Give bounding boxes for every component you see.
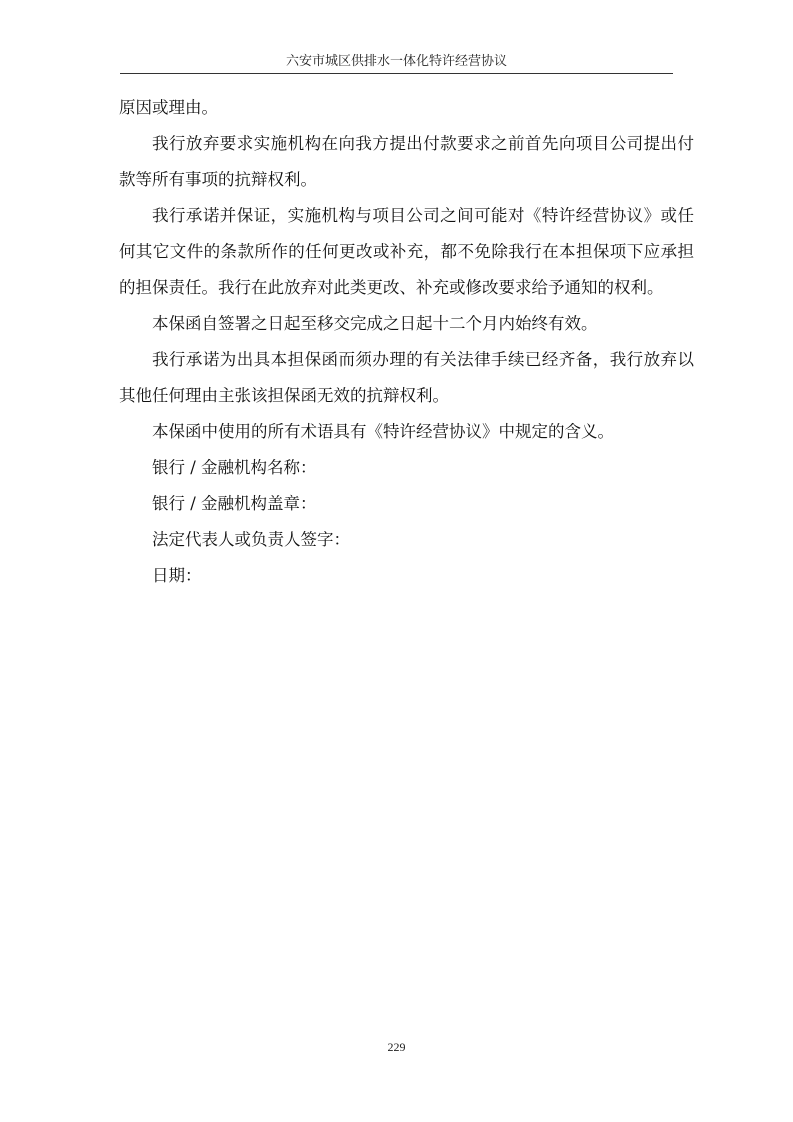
- document-body: [119, 90, 694, 594]
- header-divider: [120, 73, 673, 74]
- paragraph-validity-period: 本保函自签署之日起至移交完成之日起十二个月内始终有效。: [152, 314, 598, 333]
- field-bank-name: 银行 / 金融机构名称：: [152, 458, 317, 477]
- paragraph-legal-formalities: 我行承诺为出具本担保函而须办理的有关法律手续已经齐备，我行放弃以其他任何理由主张该担保函无效的抗辩权利。: [119, 350, 694, 405]
- paragraph-amendment-guarantee: 我行承诺并保证，实施机构与项目公司之间可能对《特许经营协议》或任何其它文件的条款所作的任何更改或补充，都不免除我行在本担保项下应承担的担保责任。我行在此放弃对此类更改、补充或修改要求给予通知的权利。: [119, 206, 694, 297]
- paragraph-waiver-payment-request: 我行放弃要求实施机构在向我方提出付款要求之前首先向项目公司提出付款等所有事项的抗辩权利。: [119, 134, 694, 189]
- field-representative-signature: 法定代表人或负责人签字：: [152, 530, 350, 549]
- header-title: 六安市城区供排水一体化特许经营协议: [285, 53, 507, 68]
- field-date: 日期：: [152, 566, 202, 585]
- paragraph-continuation: 原因或理由。: [119, 98, 218, 117]
- paragraph-terms-definition: 本保函中使用的所有术语具有《特许经营协议》中规定的含义。: [152, 422, 614, 441]
- page-number: 229: [387, 1040, 406, 1054]
- field-bank-seal: 银行 / 金融机构盖章：: [152, 494, 317, 513]
